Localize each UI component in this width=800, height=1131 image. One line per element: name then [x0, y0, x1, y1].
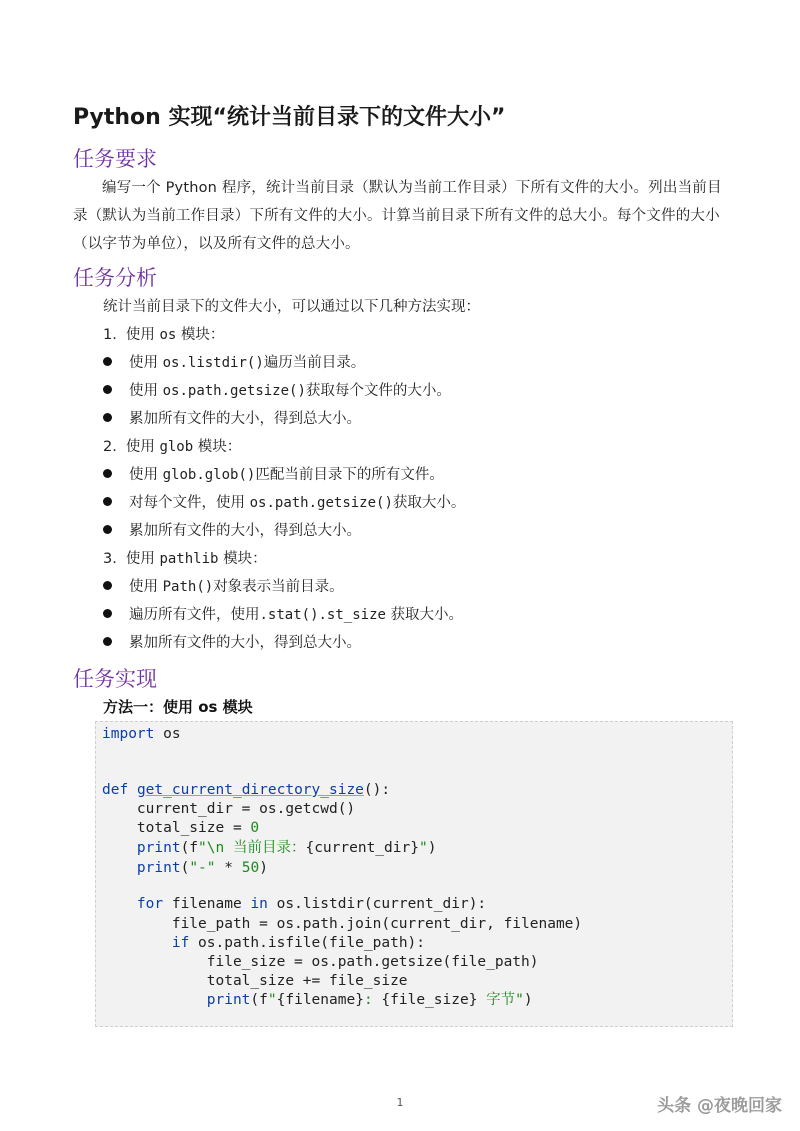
- bullet-icon: [103, 413, 112, 422]
- bullet-text: 使用: [129, 383, 163, 399]
- code-line: [102, 818, 259, 838]
- bullet-text: 对象表示当前目录。: [213, 579, 344, 595]
- code-text: filename: [163, 896, 251, 912]
- bullet-item: [103, 574, 344, 600]
- code-text: *: [215, 860, 242, 876]
- code-text: {current_dir}: [305, 840, 419, 856]
- bullet-icon: [103, 357, 112, 366]
- code-line: file_path = os.path.join(current_dir, filename): [102, 916, 583, 932]
- bullet-text: 获取大小。: [392, 495, 466, 511]
- code-function-name: get_current_directory_size: [136, 782, 364, 798]
- code-line: [102, 894, 486, 914]
- bullet-code: Path(): [162, 579, 214, 595]
- label-code: os: [159, 327, 177, 343]
- bullet-icon: [103, 637, 112, 646]
- code-text: [102, 935, 172, 951]
- label-text: 模块：: [218, 551, 267, 567]
- method-2-label: [103, 434, 241, 460]
- code-string: ": [418, 840, 428, 856]
- bullet-text: 使用: [129, 355, 163, 371]
- bullet-text: 使用: [129, 467, 163, 483]
- label-text: 模块：: [176, 327, 225, 343]
- code-text: [102, 896, 137, 912]
- analysis-intro: 统计当前目录下的文件大小，可以通过以下几种方法实现：: [103, 299, 480, 315]
- bullet-item: [103, 462, 444, 488]
- bullet-icon: [103, 497, 112, 506]
- bullet-code: os.path.getsize(): [249, 495, 393, 511]
- list-number: 2.: [103, 439, 117, 455]
- code-string: 字节": [477, 992, 524, 1008]
- code-keyword: import: [102, 726, 155, 742]
- list-number: 3.: [103, 551, 117, 567]
- bullet-item: [103, 490, 465, 516]
- code-text: ): [523, 992, 533, 1008]
- label-text: 使用: [125, 439, 160, 455]
- label-text: 使用: [125, 551, 160, 567]
- code-keyword: print: [136, 840, 181, 856]
- bullet-text: 遍历所有文件，使用: [129, 607, 260, 623]
- code-line: [102, 780, 390, 800]
- code-string: "\n 当前目录：: [198, 840, 306, 856]
- code-line: [102, 838, 436, 858]
- bullet-text: 遍历当前目录。: [263, 355, 366, 371]
- code-line: [102, 724, 181, 744]
- code-text: total_size =: [102, 820, 251, 836]
- section-heading-implementation: 任务实现: [73, 667, 157, 691]
- method-3-label: [103, 546, 267, 572]
- bullet-item: [103, 518, 361, 544]
- code-text: {file_size}: [381, 992, 478, 1008]
- code-line: current_dir = os.getcwd(): [102, 801, 356, 817]
- code-string: :: [363, 992, 382, 1008]
- code-keyword: for: [136, 896, 164, 912]
- bullet-icon: [103, 525, 112, 534]
- code-keyword: in: [250, 896, 268, 912]
- code-text: ): [427, 840, 437, 856]
- code-text: [102, 992, 207, 1008]
- code-keyword: def: [102, 782, 129, 798]
- method-one-label: 方法一：使用 os 模块: [103, 698, 253, 716]
- bullet-text: 匹配当前目录下的所有文件。: [255, 467, 444, 483]
- bullet-text: 累加所有文件的大小，得到总大小。: [129, 523, 361, 539]
- bullet-text: 累加所有文件的大小，得到总大小。: [129, 411, 361, 427]
- method-1-label: [103, 322, 224, 348]
- code-text: os.listdir(current_dir):: [267, 896, 487, 912]
- bullet-code: glob.glob(): [162, 467, 256, 483]
- code-line: [102, 933, 425, 953]
- bullet-text: 对每个文件，使用: [129, 495, 250, 511]
- code-text: (f: [250, 992, 268, 1008]
- page-number: 1: [396, 1096, 404, 1109]
- bullet-item: [103, 350, 365, 376]
- code-text: (f: [180, 840, 199, 856]
- code-line: [102, 990, 533, 1010]
- bullet-icon: [103, 469, 112, 478]
- bullet-item: [103, 602, 463, 628]
- document-title: Python 实现“统计当前目录下的文件大小”: [73, 105, 506, 130]
- bullet-code: .stat().st_size: [259, 607, 386, 623]
- bullet-icon: [103, 385, 112, 394]
- bullet-text: 获取大小。: [385, 607, 464, 623]
- code-text: (: [180, 860, 190, 876]
- bullet-code: os.listdir(): [162, 355, 264, 371]
- section-heading-requirements: 任务要求: [73, 147, 157, 171]
- bullet-item: [103, 378, 451, 404]
- code-text: {filename}: [276, 992, 364, 1008]
- bullet-icon: [103, 609, 112, 618]
- code-string: "-": [189, 860, 216, 876]
- code-number: 50: [241, 860, 260, 876]
- code-text: os.path.isfile(file_path):: [189, 935, 426, 951]
- label-text: 使用: [125, 327, 160, 343]
- section-heading-analysis: 任务分析: [73, 266, 157, 290]
- code-text: os: [154, 726, 181, 742]
- code-text: ():: [363, 782, 391, 798]
- code-string: ": [267, 992, 277, 1008]
- code-number: 0: [250, 820, 260, 836]
- code-text: [102, 840, 137, 856]
- bullet-item: [103, 630, 361, 656]
- list-number: 1.: [103, 327, 117, 343]
- bullet-text: 使用: [129, 579, 163, 595]
- label-code: pathlib: [159, 551, 219, 567]
- code-keyword: if: [171, 935, 190, 951]
- label-code: glob: [159, 439, 194, 455]
- requirements-paragraph: 编写一个 Python 程序，统计当前目录（默认为当前工作目录）下所有文件的大小。列出当前目录（默认为当前工作目录）下所有文件的大小。计算当前目录下所有文件的总大小。每个文件的大小（以字节为单位），以及所有文件的总大小。: [73, 180, 722, 252]
- code-keyword: print: [206, 992, 251, 1008]
- bullet-code: os.path.getsize(): [162, 383, 306, 399]
- code-block: [95, 721, 733, 1027]
- label-text: 模块：: [193, 439, 242, 455]
- bullet-text: 累加所有文件的大小，得到总大小。: [129, 635, 361, 651]
- code-keyword: print: [136, 860, 181, 876]
- code-text: [102, 860, 137, 876]
- bullet-item: [103, 406, 361, 432]
- code-line: [102, 858, 268, 878]
- code-line: file_size = os.path.getsize(file_path): [102, 954, 539, 970]
- watermark: 头条 @夜晚回家: [657, 1096, 782, 1116]
- bullet-icon: [103, 581, 112, 590]
- code-text: ): [259, 860, 268, 876]
- code-line: total_size += file_size: [102, 973, 408, 989]
- bullet-text: 获取每个文件的大小。: [305, 383, 451, 399]
